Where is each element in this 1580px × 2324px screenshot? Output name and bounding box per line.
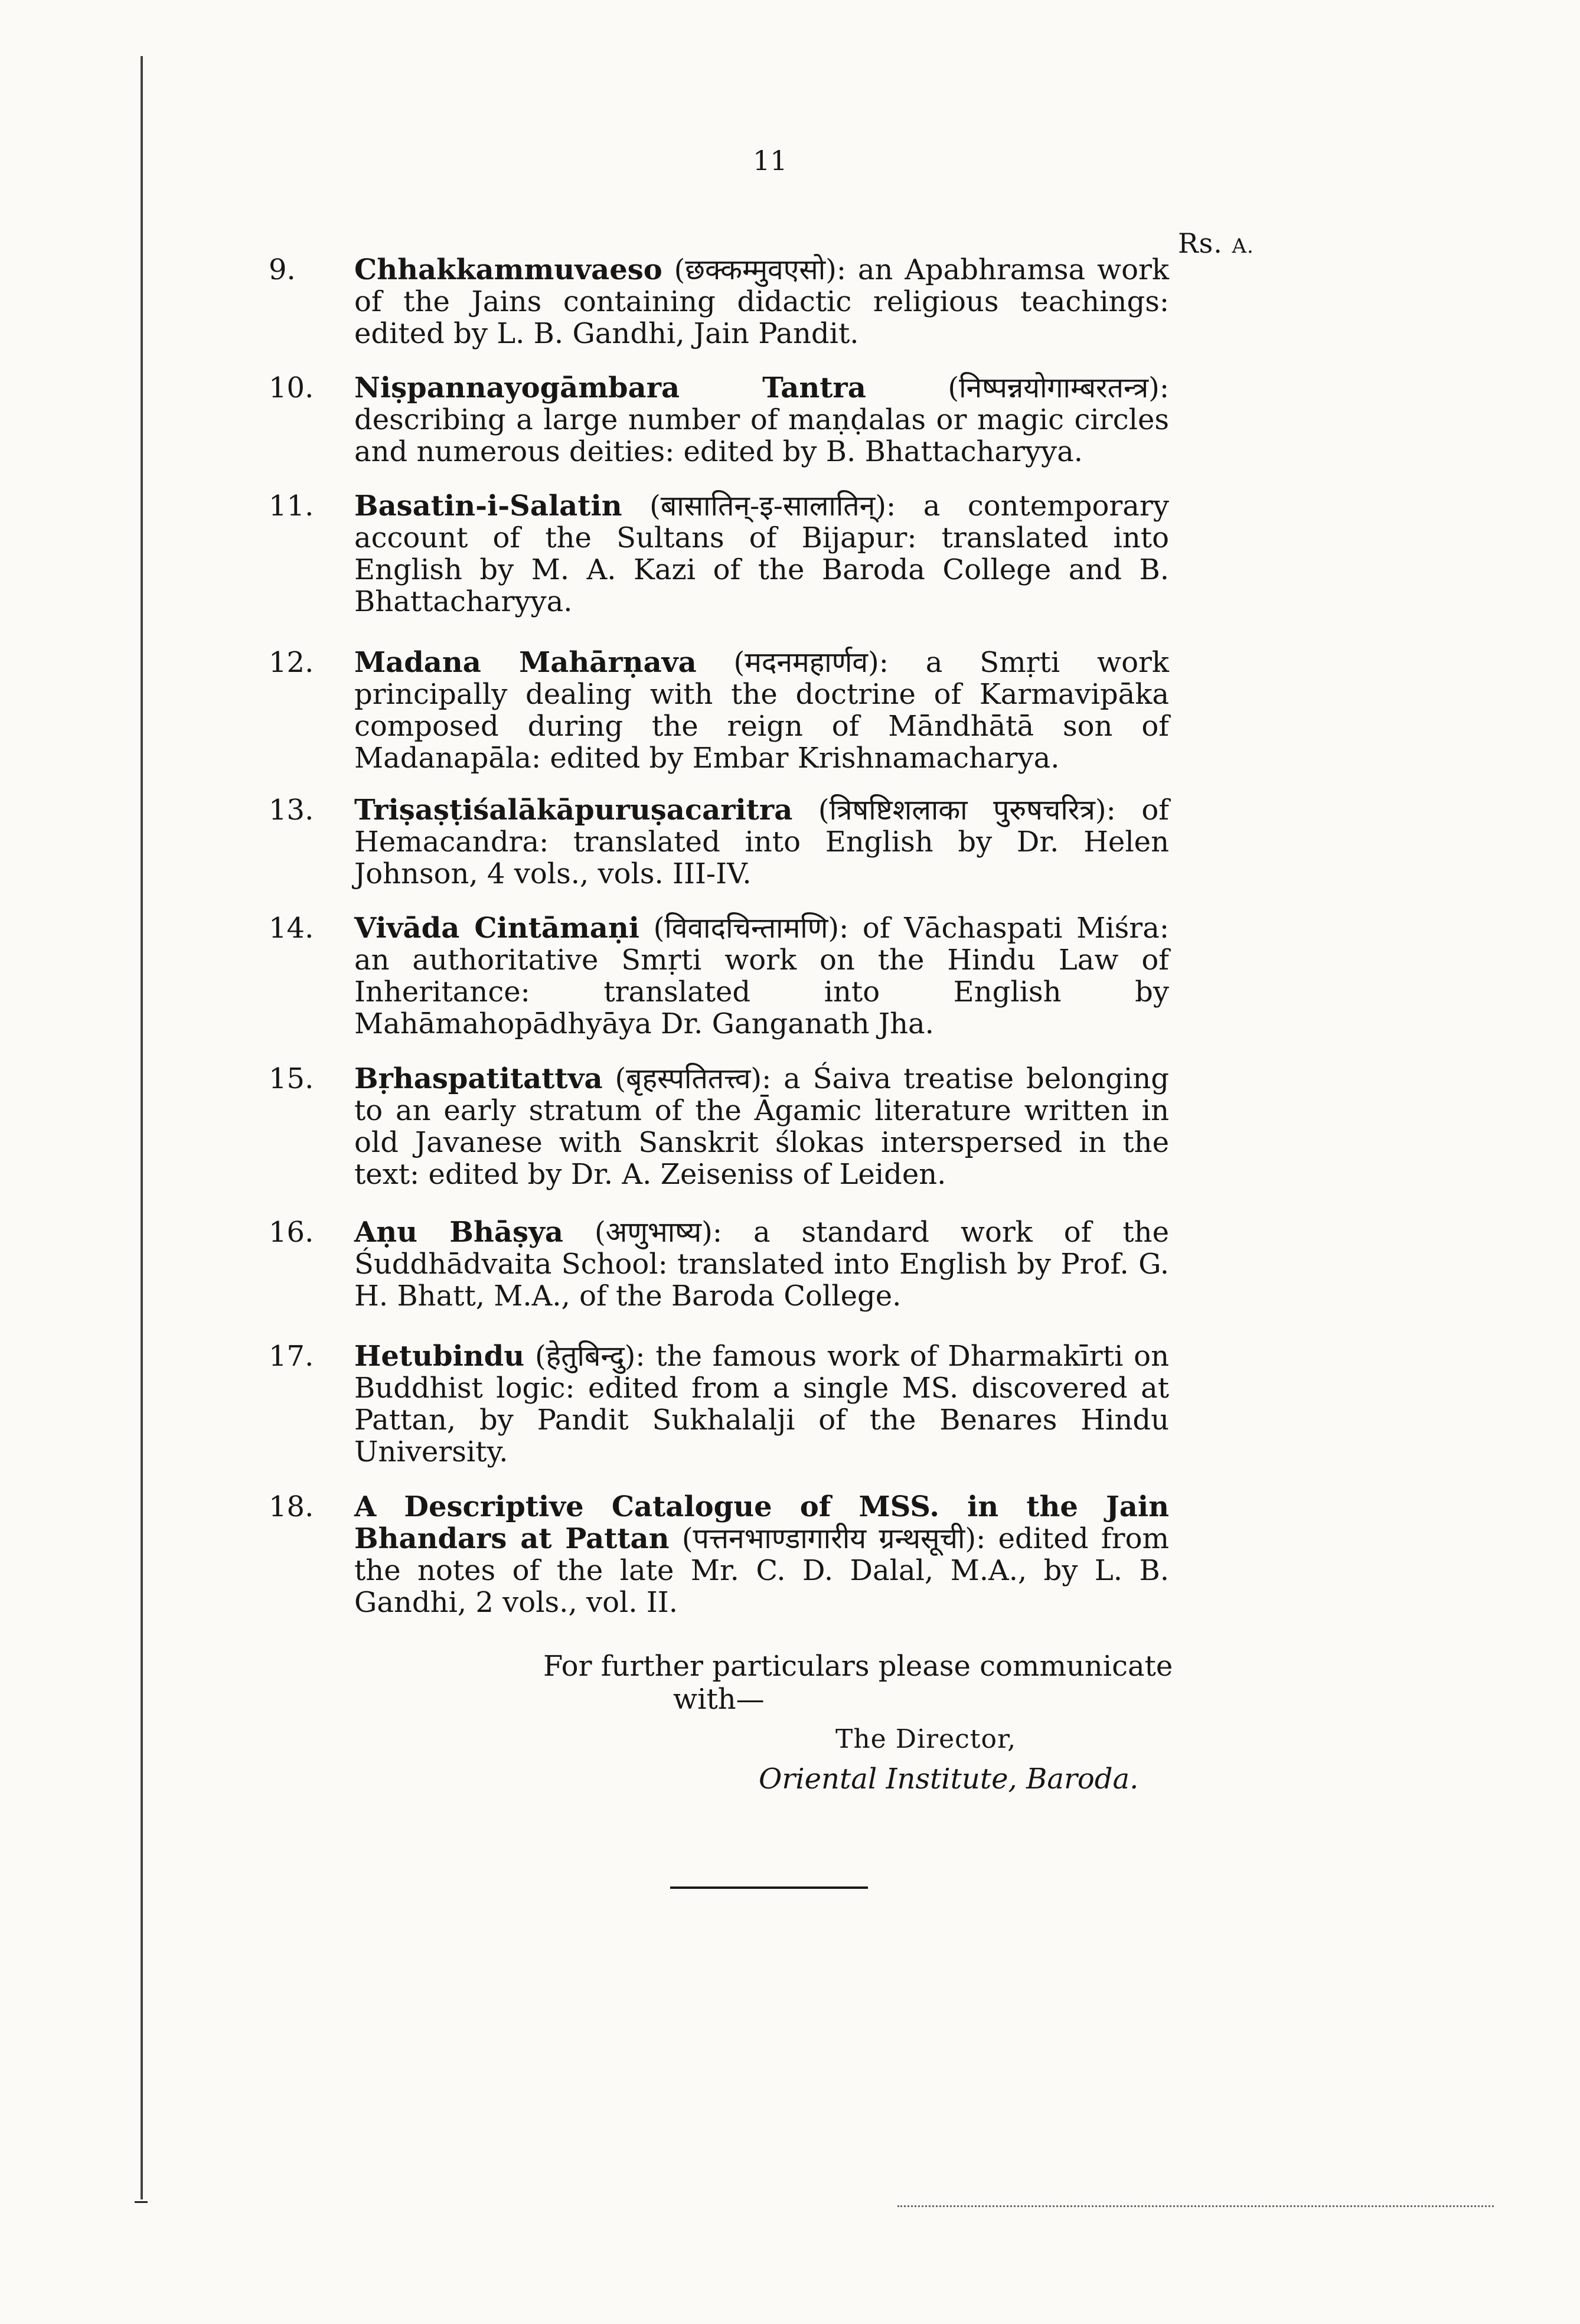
entry-title: Triṣaṣṭiśalākāpuruṣacaritra [354, 794, 793, 827]
publication-entry-13 [269, 794, 1169, 890]
entry-number: 11. [269, 489, 314, 523]
publication-entry-11 [269, 490, 1169, 618]
entry-number: 17. [269, 1340, 314, 1373]
entry-description: : describing a large number of maṇḍalas or magic circles and numerous deities: edited by B. Bhattacharyya. [354, 371, 1169, 468]
publication-entry-18 [269, 1491, 1169, 1618]
entry-number: 18. [269, 1490, 314, 1523]
binding-margin-line [141, 56, 143, 2199]
entry-description: : of Vāchaspati Miśra: an authoritative Smṛti work on the Hindu Law of Inheritance: translated into English by Mahāmahopādhyāya Dr. Ganganath Jha. [354, 912, 1169, 1040]
price-a-label: A. [1232, 234, 1254, 258]
entry-number: 10. [269, 371, 314, 404]
director-title: The Director, [835, 1724, 1017, 1754]
entry-title: Hetubindu [354, 1340, 525, 1373]
entry-description: : of Hemacandra: translated into English by Dr. Helen Johnson, 4 vols., vols. III-IV. [354, 794, 1170, 890]
entry-title: Niṣpannayogāmbara Tantra [354, 371, 866, 404]
entry-title: Basatin-i-Salatin [354, 489, 622, 523]
entry-number: 12. [269, 646, 314, 679]
entry-description: : a contemporary account of the Sultans of Bijapur: translated into English by M. A. Kazi of the Baroda College and B. Bhattacharyya. [354, 489, 1169, 618]
publication-entry-15 [269, 1063, 1169, 1190]
entry-description: : the famous work of Dharmakīrti on Buddhist logic: edited from a single MS. discovered at Pattan, by Pandit Sukhalalji of the Benares Hindu University. [354, 1340, 1169, 1468]
publication-entry-17 [269, 1340, 1169, 1468]
entry-devanagari: (छक्कम्मुवएसो) [674, 253, 837, 286]
entry-devanagari: (मदनमहार्णव) [733, 646, 879, 679]
entry-devanagari: (अणुभाष्य) [594, 1216, 713, 1249]
publication-entry-16 [269, 1216, 1169, 1312]
entry-description: : a Smṛti work principally dealing with the doctrine of Karmavipāka composed during the reign of Māndhātā son of Madanapāla: edited by Embar Krishnamacharya. [354, 646, 1169, 775]
contact-note: For further particulars please communicate [543, 1650, 1173, 1683]
entry-description: : a standard work of the Śuddhādvaita School: translated into English by Prof. G. H. Bhatt, M.A., of the Baroda College. [354, 1216, 1170, 1313]
dotted-footer-line [897, 2205, 1494, 2207]
entry-devanagari: (बृहस्पतितत्त्व) [615, 1062, 762, 1095]
publication-entry-14 [269, 912, 1169, 1040]
page-number: 11 [753, 145, 788, 177]
entry-devanagari: (पत्तनभाण्डागारीय ग्रन्थसूची) [681, 1522, 977, 1555]
price-rs-label: Rs. [1178, 227, 1223, 259]
entry-number: 13. [269, 794, 314, 827]
entry-title: Aṇu Bhāṣya [354, 1216, 564, 1249]
entry-description: : an Apabhramsa work of the Jains containing didactic religious teachings: edited by L. B. Gandhi, Jain Pandit. [354, 253, 1169, 350]
entry-title: Madana Mahārṇava [354, 646, 697, 679]
entry-devanagari: (निष्पन्नयोगाम्बरतन्त्र) [948, 371, 1160, 404]
entry-number: 15. [269, 1062, 314, 1095]
entry-title: Bṛhaspatitattva [354, 1062, 603, 1095]
entry-title: Vivāda Cintāmaṇi [354, 912, 639, 945]
entry-number: 16. [269, 1216, 314, 1249]
contact-note-continued: with— [673, 1683, 765, 1716]
institute-address: Oriental Institute, Baroda. [759, 1762, 1139, 1796]
closing-rule [670, 1886, 868, 1889]
publication-entry-10 [269, 372, 1169, 468]
price-column-header [1178, 227, 1254, 259]
entry-devanagari: (हेतुबिन्दु) [534, 1340, 636, 1373]
entry-number: 9. [269, 253, 296, 286]
entry-devanagari: (बासातिन्-इ-सालातिन्) [649, 489, 887, 523]
entry-number: 14. [269, 912, 314, 945]
entry-description: : edited from the notes of the late Mr. C. D. Dalal, M.A., by L. B. Gandhi, 2 vols., vol. II. [354, 1522, 1169, 1619]
binding-margin-tick [135, 2201, 148, 2203]
entry-title: Chhakkammuvaeso [354, 253, 662, 286]
entry-devanagari: (त्रिषष्टिशलाका पुरुषचरित्र) [818, 794, 1106, 827]
publication-entry-12 [269, 647, 1169, 774]
entry-devanagari: (विवादचिन्तामणि) [653, 912, 840, 945]
entry-description: : a Śaiva treatise belonging to an early stratum of the Āgamic literature written in old Javanese with Sanskrit ślokas interspersed in the text: edited by Dr. A. Zeiseniss of Leiden. [354, 1062, 1169, 1191]
publication-entry-9 [269, 254, 1169, 350]
entry-title: A Descriptive Catalogue of MSS. in the Jain Bhandars at Pattan [354, 1490, 1169, 1555]
